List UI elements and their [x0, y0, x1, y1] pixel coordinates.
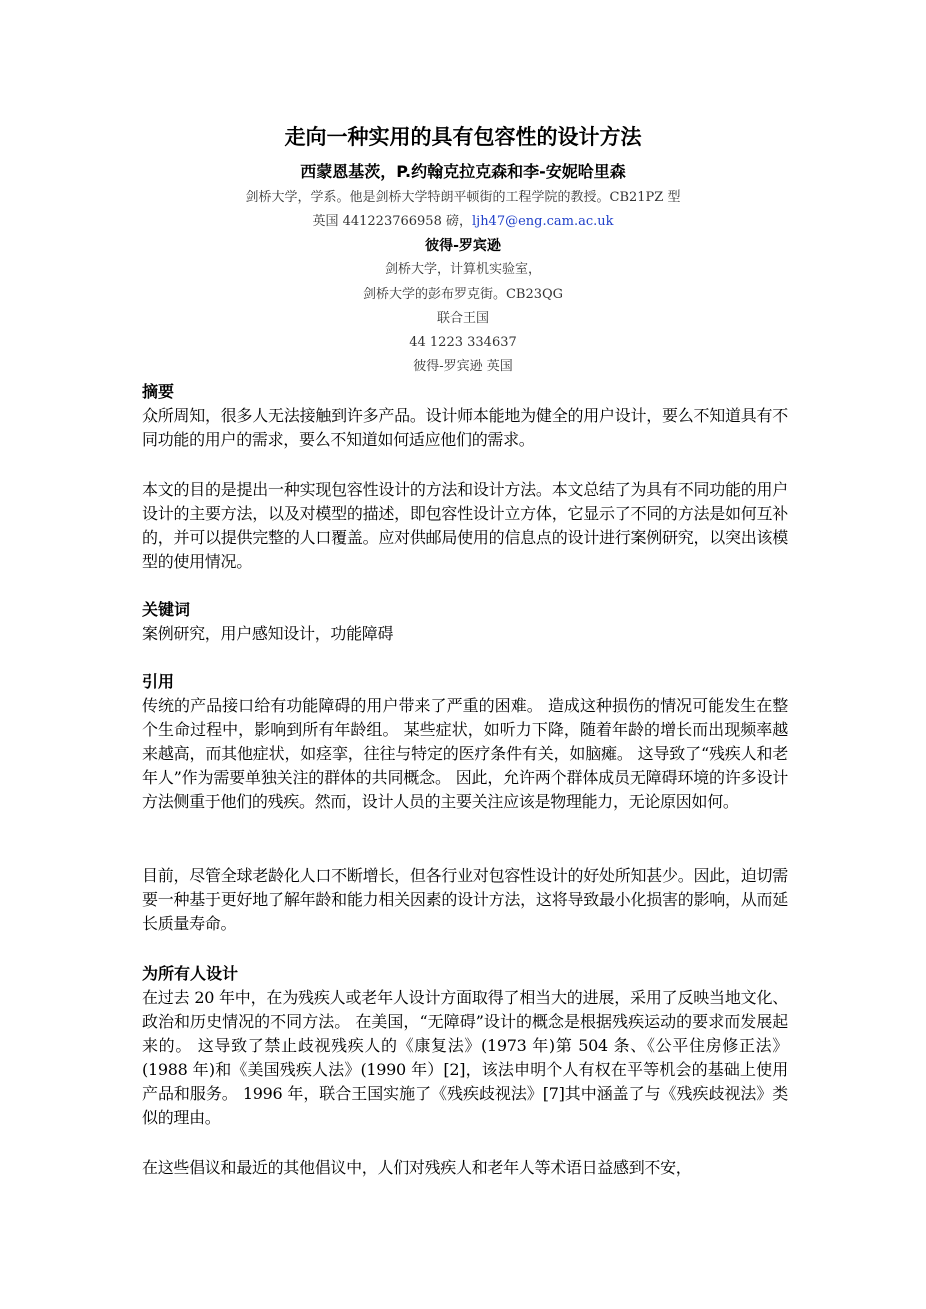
abstract-paragraph-2: 本文的目的是提出一种实现包容性设计的方法和设计方法。本文总结了为具有不同功能的用户设计的主要方法，以及对模型的描述，即包容性设计立方体，它显示了不同的方法是如何互补的，并可以提供完整的人口覆盖。应对供邮局使用的信息点的设计进行案例研究，以突出该模型的使用情况。 [142, 480, 788, 571]
design-for-all-heading: 为所有人设计 [142, 964, 239, 983]
second-author-affiliation-2: 剑桥大学的彭布罗克街。CB23QG [362, 287, 564, 302]
design-for-all-paragraph-1: 在过去 20 年中，在为残疾人或老年人设计方面取得了相当大的进展，采用了反映当地文化、政治和历史情况的不同方法。 在美国，“无障碍”设计的概念是根据残疾运动的要求而发展起来的。 这导致了禁止歧视残疾人的《康复法》(1973 年)第 504 条、《公平住房修正法》(1988 年)和《美国残疾人法》(1990 年）[2]，该法申明个人有权在平等机会的基础上使用产品和服务。 1996 年，联合王国实施了《残疾歧视法》[7]其中涵盖了与《残疾歧视法》类似的理由。 [142, 988, 788, 1127]
affiliation-line-1: 剑桥大学，学系。他是剑桥大学特朗平顿街的工程学院的教授。CB21PZ 型 [245, 190, 681, 205]
affiliation-line-2 [0, 210, 926, 234]
affiliation-phone: 英国 441223766958 磅， [312, 214, 472, 229]
email-link[interactable]: ljh47@eng.cam.ac.uk [472, 214, 614, 229]
second-author-name: 彼得-罗宾逊 [425, 238, 501, 254]
introduction-heading: 引用 [142, 672, 175, 691]
abstract-heading: 摘要 [142, 382, 175, 401]
paper-title: 走向一种实用的具有包容性的设计方法 [284, 125, 642, 149]
introduction-paragraph-2: 目前，尽管全球老龄化人口不断增长，但各行业对包容性设计的好处所知甚少。因此，迫切需要一种基于更好地了解年龄和能力相关因素的设计方法，这将导致最小化损害的影响，从而延长质量寿命。 [142, 866, 788, 933]
keywords-text: 案例研究，用户感知设计，功能障碍 [142, 624, 394, 643]
introduction-paragraph-1: 传统的产品接口给有功能障碍的用户带来了严重的困难。 造成这种损伤的情况可能发生在整个生命过程中，影响到所有年龄组。 某些症状，如听力下降，随着年龄的增长而出现频率越来越高，而其他症状，如痉挛，往往与特定的医疗条件有关，如脑瘫。 这导致了“残疾人和老年人”作为需要单独关注的群体的共同概念。 因此，允许两个群体成员无障碍环境的许多设计方法侧重于他们的残疾。然而，设计人员的主要关注应该是物理能力，无论原因如何。 [142, 696, 788, 811]
keywords-heading: 关键词 [142, 600, 191, 619]
author-list: 西蒙恩基茨，P.约翰克拉克森和李-安妮哈里森 [300, 162, 626, 181]
abstract-paragraph-1: 众所周知，很多人无法接触到许多产品。设计师本能地为健全的用户设计，要么不知道具有不同功能的用户的需求，要么不知道如何适应他们的需求。 [142, 406, 788, 449]
second-author-affiliation-1: 剑桥大学，计算机实验室， [384, 262, 541, 277]
design-for-all-paragraph-2: 在这些倡议和最近的其他倡议中，人们对残疾人和老年人等术语日益感到不安， [142, 1158, 692, 1177]
second-author-contact: 彼得-罗宾逊 英国 [413, 359, 513, 374]
second-author-phone: 44 1223 334637 [409, 335, 517, 350]
second-author-country: 联合王国 [436, 311, 489, 326]
